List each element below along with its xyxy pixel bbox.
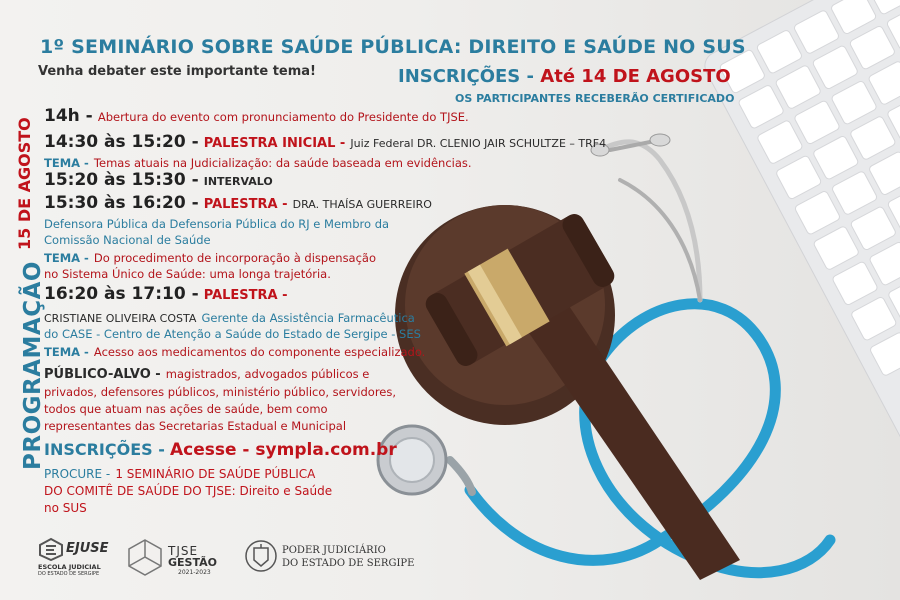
speaker-role-line-2: Comissão Nacional de Saúde	[44, 233, 211, 247]
schedule-time: 16:20 às 17:10 -	[44, 284, 199, 304]
speaker-role-line-2: do CASE - Centro de Atenção a Saúde do Estado de Sergipe - SES	[44, 327, 421, 341]
theme-label: TEMA -	[44, 156, 89, 170]
programacao-label: PROGRAMAÇÃO	[20, 261, 46, 470]
certificate-note: OS PARTICIPANTES RECEBERÃO CERTIFICADO	[455, 92, 735, 105]
signup-line	[44, 440, 397, 460]
tjse-gestao-logo	[126, 538, 236, 578]
signup-label: INSCRIÇÕES -	[44, 440, 165, 459]
schedule-time: 14h -	[44, 106, 93, 126]
theme-text: Do procedimento de incorporação à dispensação	[93, 251, 377, 265]
ejuse-line-1: ESCOLA JUDICIAL	[38, 563, 101, 571]
lecture-label: PALESTRA -	[203, 197, 288, 212]
registration-deadline	[398, 66, 731, 87]
lecture-2-theme-cont: no Sistema Único de Saúde: uma longa trajetória.	[44, 267, 331, 281]
lecture-1-theme	[44, 152, 472, 171]
audience-line-3: todos que atuam nas ações de saúde, bem como	[44, 402, 328, 416]
ejuse-name: EJUSE	[66, 541, 109, 556]
event-subtitle: Venha debater este importante tema!	[38, 64, 316, 79]
ejuse-emblem-icon	[38, 537, 64, 561]
cube-icon	[126, 538, 164, 576]
theme-label: TEMA -	[44, 251, 89, 265]
registration-label: INSCRIÇÕES -	[398, 66, 535, 87]
schedule-item-lecture-3	[44, 284, 288, 304]
gestao-years: 2021-2023	[178, 569, 211, 576]
speaker-name: CRISTIANE OLIVEIRA COSTA	[44, 312, 197, 325]
tjse-text: TJSE	[168, 544, 199, 558]
lecture-3-theme	[44, 341, 425, 360]
schedule-time: 15:30 às 16:20 -	[44, 193, 199, 213]
procure-line-2: DO COMITÊ DE SAÚDE DO TJSE: Direito e Saúde	[44, 484, 333, 498]
theme-label: TEMA -	[44, 345, 89, 359]
audience-line-1: PÚBLICO-ALVO - magistrados, advogados públicos e	[44, 367, 370, 382]
lecture-label: PALESTRA -	[203, 288, 288, 303]
speaker-role: Gerente da Assistência Farmacêutica	[201, 311, 415, 325]
schedule-text: Abertura do evento com pronunciamento do Presidente do TJSE.	[97, 110, 469, 124]
schedule-item-opening	[44, 106, 469, 126]
procure-line-3: no SUS	[44, 501, 87, 515]
gestao-text: GESTÃO	[168, 556, 217, 569]
event-title: 1º SEMINÁRIO SOBRE SAÚDE PÚBLICA: DIREITO E SAÚDE NO SUS	[40, 36, 746, 58]
lecture-label: PALESTRA INICIAL -	[203, 136, 346, 151]
theme-text: Temas atuais na Judicialização: da saúde baseada em evidências.	[93, 156, 472, 170]
audience-line-4: representantes das Secretarias Estadual e Municipal	[44, 419, 347, 433]
schedule-item-lecture-1	[44, 132, 606, 152]
speaker-role-line-1: Defensora Pública da Defensoria Pública do RJ e Membro da	[44, 217, 390, 231]
event-date: 15 DE AGOSTO	[15, 117, 34, 250]
schedule-item-lecture-2	[44, 193, 432, 213]
procure-line-1: PROCURE - 1 SEMINÁRIO DE SAÚDE PÚBLICA	[44, 467, 316, 481]
speaker-name: DRA. THAÍSA GUERREIRO	[292, 198, 432, 211]
ejuse-line-2: DO ESTADO DE SERGIPE	[38, 571, 100, 577]
schedule-time: 14:30 às 15:20 -	[44, 132, 199, 152]
audience-label: PÚBLICO-ALVO -	[44, 367, 161, 382]
coat-of-arms-icon	[244, 538, 278, 574]
signup-link[interactable]: Acesse - sympla.com.br	[169, 440, 397, 460]
schedule-item-break	[44, 170, 273, 190]
procure-label: PROCURE -	[44, 467, 111, 481]
deadline-text: Até 14 DE AGOSTO	[540, 66, 731, 87]
speaker-name: Juiz Federal DR. CLENIO JAIR SCHULTZE – TRF4	[350, 137, 607, 150]
audience-line-2: privados, defensores públicos, ministério público, servidores,	[44, 385, 397, 399]
ejuse-logo	[38, 537, 118, 577]
pj-line-2: DO ESTADO DE SERGIPE	[282, 558, 415, 569]
theme-text: Acesso aos medicamentos do componente especializado.	[93, 345, 426, 359]
poder-judiciario-logo	[244, 538, 415, 578]
pj-line-1: PODER JUDICIÁRIO	[282, 545, 386, 556]
schedule-time: 15:20 às 15:30 -	[44, 170, 199, 190]
schedule-text: INTERVALO	[203, 175, 273, 188]
